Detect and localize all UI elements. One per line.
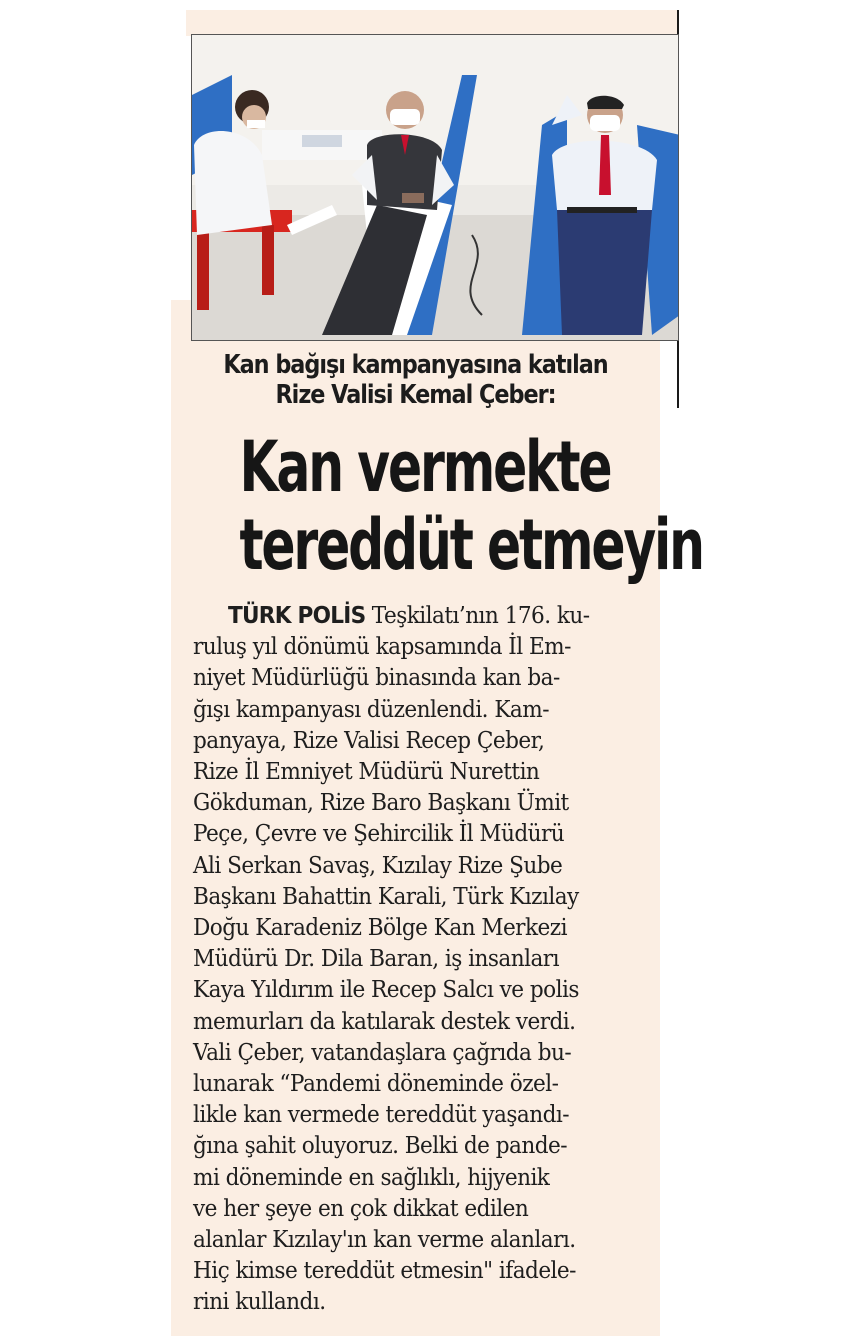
body-line <box>193 600 603 631</box>
body-line: ruluş yıl dönümü kapsamında İl Em- <box>193 632 571 661</box>
news-photo <box>191 34 679 341</box>
body-line: Hiç kimse tereddüt etmesin" ifadele- <box>193 1256 576 1285</box>
clipping-top-strip <box>186 10 678 36</box>
body-line: ve her şeye en çok dikkat edilen <box>193 1193 529 1222</box>
first-line-text: Teşkilatı’nın 176. ku- <box>371 601 590 629</box>
body-line: panyaya, Rize Valisi Recep Çeber, <box>193 725 545 754</box>
body-line: alanlar Kızılay'ın kan verme alanları. <box>193 1225 576 1254</box>
body-line: rini kullandı. <box>193 1287 326 1316</box>
body-line: likle kan vermede tereddüt yaşandı- <box>193 1100 569 1129</box>
body-line: ğışı kampanyası düzenlendi. Kam- <box>193 694 549 723</box>
body-line: ğına şahit oluyoruz. Belki de pande- <box>193 1131 568 1160</box>
lead-word: TÜRK POLİS <box>227 601 366 629</box>
article-body <box>193 600 639 1318</box>
kicker-line: Rize Valisi Kemal Çeber: <box>275 380 556 410</box>
body-line: lunarak “Pandemi döneminde özel- <box>193 1069 559 1098</box>
body-line: Kaya Yıldırım ile Recep Salcı ve polis <box>193 975 579 1004</box>
body-line: Rize İl Emniyet Müdürü Nurettin <box>193 757 540 786</box>
body-line: Peçe, Çevre ve Şehircilik İl Müdürü <box>193 819 565 848</box>
body-line: mi döneminde en sağlıklı, hijyenik <box>193 1162 550 1191</box>
body-line: niyet Müdürlüğü binasında kan ba- <box>193 663 560 692</box>
body-line: Başkanı Bahattin Karali, Türk Kızılay <box>193 881 579 910</box>
blood-donation-photo <box>192 35 679 341</box>
kicker <box>205 350 626 410</box>
body-line: memurları da katılarak destek verdi. <box>193 1006 576 1035</box>
headline-line: Kan vermekte <box>239 426 611 508</box>
body-line: Gökduman, Rize Baro Başkanı Ümit <box>193 788 569 817</box>
body-line: Doğu Karadeniz Bölge Kan Merkezi <box>193 913 567 942</box>
body-line: Vali Çeber, vatandaşlara çağrıda bu- <box>193 1037 572 1066</box>
kicker-line: Kan bağışı kampanyasına katılan <box>223 350 608 380</box>
headline-line: tereddüt etmeyin <box>239 504 703 586</box>
headline <box>239 426 703 586</box>
body-line: Müdürü Dr. Dila Baran, iş insanları <box>193 944 559 973</box>
body-line: Ali Serkan Savaş, Kızılay Rize Şube <box>193 850 563 879</box>
